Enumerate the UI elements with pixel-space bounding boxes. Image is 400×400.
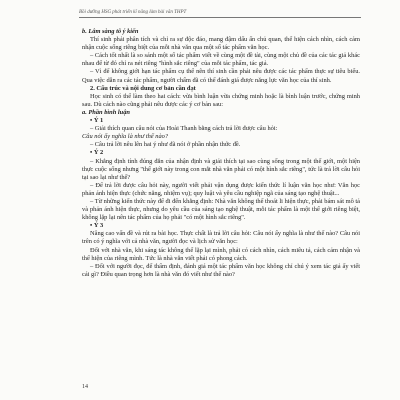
section-heading: b. Lâm sàng tô ý kiến	[82, 28, 139, 35]
section-heading: a. Phần bình luận	[82, 108, 130, 116]
section-heading: • Ý 3	[90, 222, 104, 230]
body-paragraph: – Để trả lời được câu hỏi này, người viết phải vận dụng được kiến thức lí luận văn học như: Văn học phản ánh hiện thực (chức năng, nhiệm vụ); quy luật và yêu cầu nghiệp ngã của sáng tạo nghệ thuật...	[82, 181, 360, 197]
body-paragraph: Thí sinh phải phân tích và chỉ ra sự độc đáo, mang đậm dấu ấn chủ quan, thể hiện cách nhìn, cách cảm nhận cuộc sống riêng biệt của mỗi nhà văn qua một số tác phẩm văn học.	[82, 36, 360, 52]
page-number: 14	[82, 384, 88, 390]
body-paragraph: – Cách tốt nhất là so sánh một số tác phẩm viết về cùng một đề tài, cùng một chủ đề của các tác giả khác nhau để từ đó chỉ ra nét riêng "hình sắc riêng" của mỗi tác phẩm, tác giả.	[82, 52, 360, 68]
body-paragraph: – Câu trả lời nêu lên hai ý như đã nói ở phần nhận thức đề.	[90, 141, 241, 149]
body-paragraph: Học sinh có thể làm theo hai cách: vừa bình luận vừa chứng minh hoặc là bình luận trước, chứng minh sau. Dù cách nào cũng phải nêu được các ý cơ bản sau:	[82, 92, 360, 108]
body-paragraph: – Giải thích quan câu nói của Hoài Thanh bằng cách trả lời được câu hỏi:	[90, 125, 278, 133]
section-heading: • Ý 1	[90, 117, 104, 125]
section-heading: 2. Cấu trúc và nội dung cơ bản cần đạt	[90, 84, 196, 92]
body-paragraph: Nâng cao vấn đề và rút ra bài học. Thực chất là trả lời câu hỏi: Câu nói ấy nghĩa là như thế nào? Câu nói trên có ý nghĩa với cả nhà văn, người đọc và lịch sử văn học:	[82, 230, 360, 246]
body-paragraph: – Khẳng định tính đúng đắn của nhận định và giải thích tại sao cùng sống trong một thế giới, một hiện thực cuộc sống nhưng "thế giới này trong con mắt nhà văn phải có một hình sắc riêng", tức là trả lời câu hỏi tại sao lại như thế?	[82, 157, 360, 181]
body-paragraph: – Đối với người đọc, để thẩm định, đánh giá một tác phẩm văn học không chỉ chú ý xem tác giả ấy viết cái gì? Điều quan trọng hơn là nhà văn đó viết như thế nào?	[82, 262, 360, 278]
question-line: Câu nói ấy nghĩa là như thế nào?	[82, 133, 169, 141]
page-content	[82, 28, 360, 279]
body-paragraph: – Vì để không giới hạn tác phẩm cụ thể nên thí sinh cần phải nêu được các tác phẩm thực sự tiêu biểu. Qua việc dẫn ra các tác phẩm, người chấm đã có thể đánh giá được năng lực văn học của thí sinh.	[82, 68, 360, 84]
running-header: Bồi dưỡng HSG phát triển kĩ năng làm bài văn THPT	[79, 10, 361, 18]
body-paragraph: – Từ những kiến thức này để đi đến khẳng định: Nhà văn không thể thoát li hiện thực, phải bám sát mô tả và phản ánh hiện thực, nhưng do yêu cầu của sáng tạo nghệ thuật, mỗi tác phẩm là một thế giới riêng biệt, không lặp lại nên tác phẩm của họ phải "có một hình sắc riêng".	[82, 197, 360, 222]
body-paragraph: Đối với nhà văn, khi sáng tác không thể lặp lại mình, phải có cách nhìn, cách miêu tả, cách cảm nhận và thể hiện của riêng mình. Tức là nhà văn viết phải có phong cách.	[82, 246, 360, 262]
section-heading: • Ý 2	[90, 149, 104, 157]
